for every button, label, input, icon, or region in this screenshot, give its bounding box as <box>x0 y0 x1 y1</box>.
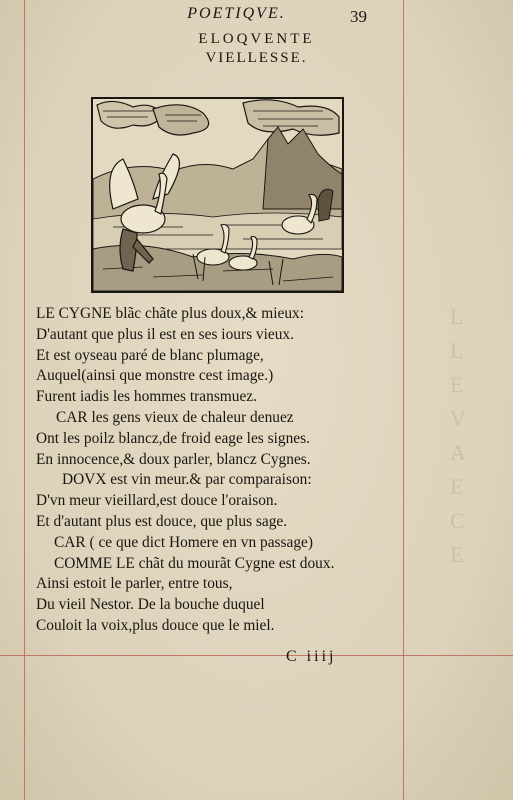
poem-line: D'autant que plus il est en ses iours vieux. <box>36 325 294 343</box>
poem-line: DOVX est vin meur.& par comparaison: <box>62 471 312 489</box>
running-head: POETIQVE. <box>187 5 286 22</box>
poem-line: Du vieil Nestor. De la bouche duquel <box>36 596 265 614</box>
poem-line: Ainsi estoit le parler, entre tous, <box>36 575 233 593</box>
poem-line: Couloit la voix,plus douce que le miel. <box>36 616 275 634</box>
poem-line: LE CYGNE blãc chãte plus doux,& mieux: <box>36 305 304 322</box>
margin-rule-bottom <box>0 655 513 656</box>
poem-line: Et est oyseau paré de blanc plumage, <box>36 346 264 364</box>
poem-line: COMME LE chãt du mourãt Cygne est doux. <box>54 554 335 572</box>
poem-line: Ont les poilz blancz,de froid eage les signes. <box>36 429 310 447</box>
poem-line: CAR les gens vieux de chaleur denuez <box>56 408 294 426</box>
swan-woodcut-image <box>93 99 342 291</box>
show-through-text: L L E V A E C E <box>450 304 466 567</box>
poem-line: D'vn meur vieillard,est douce l'oraison. <box>36 492 278 510</box>
poem-line: Furent iadis les hommes transmuez. <box>36 388 257 406</box>
signature-mark: C iiij <box>286 648 337 665</box>
margin-rule-left <box>24 0 25 800</box>
poem-line: CAR ( ce que dict Homere en vn passage) <box>54 533 313 551</box>
poem-text <box>36 304 406 637</box>
poem-line: Et d'autant plus est douce, que plus sage. <box>36 512 288 530</box>
poem-line: En innocence,& doux parler, blancz Cygnes. <box>36 450 311 468</box>
page-number: 39 <box>350 7 367 26</box>
woodcut-illustration <box>91 97 344 293</box>
poem-line: Auquel(ainsi que monstre cest image.) <box>36 367 274 385</box>
emblem-title-line1: ELOQVENTE <box>198 31 315 47</box>
emblem-title-line2: VIELLESSE. <box>205 50 308 66</box>
